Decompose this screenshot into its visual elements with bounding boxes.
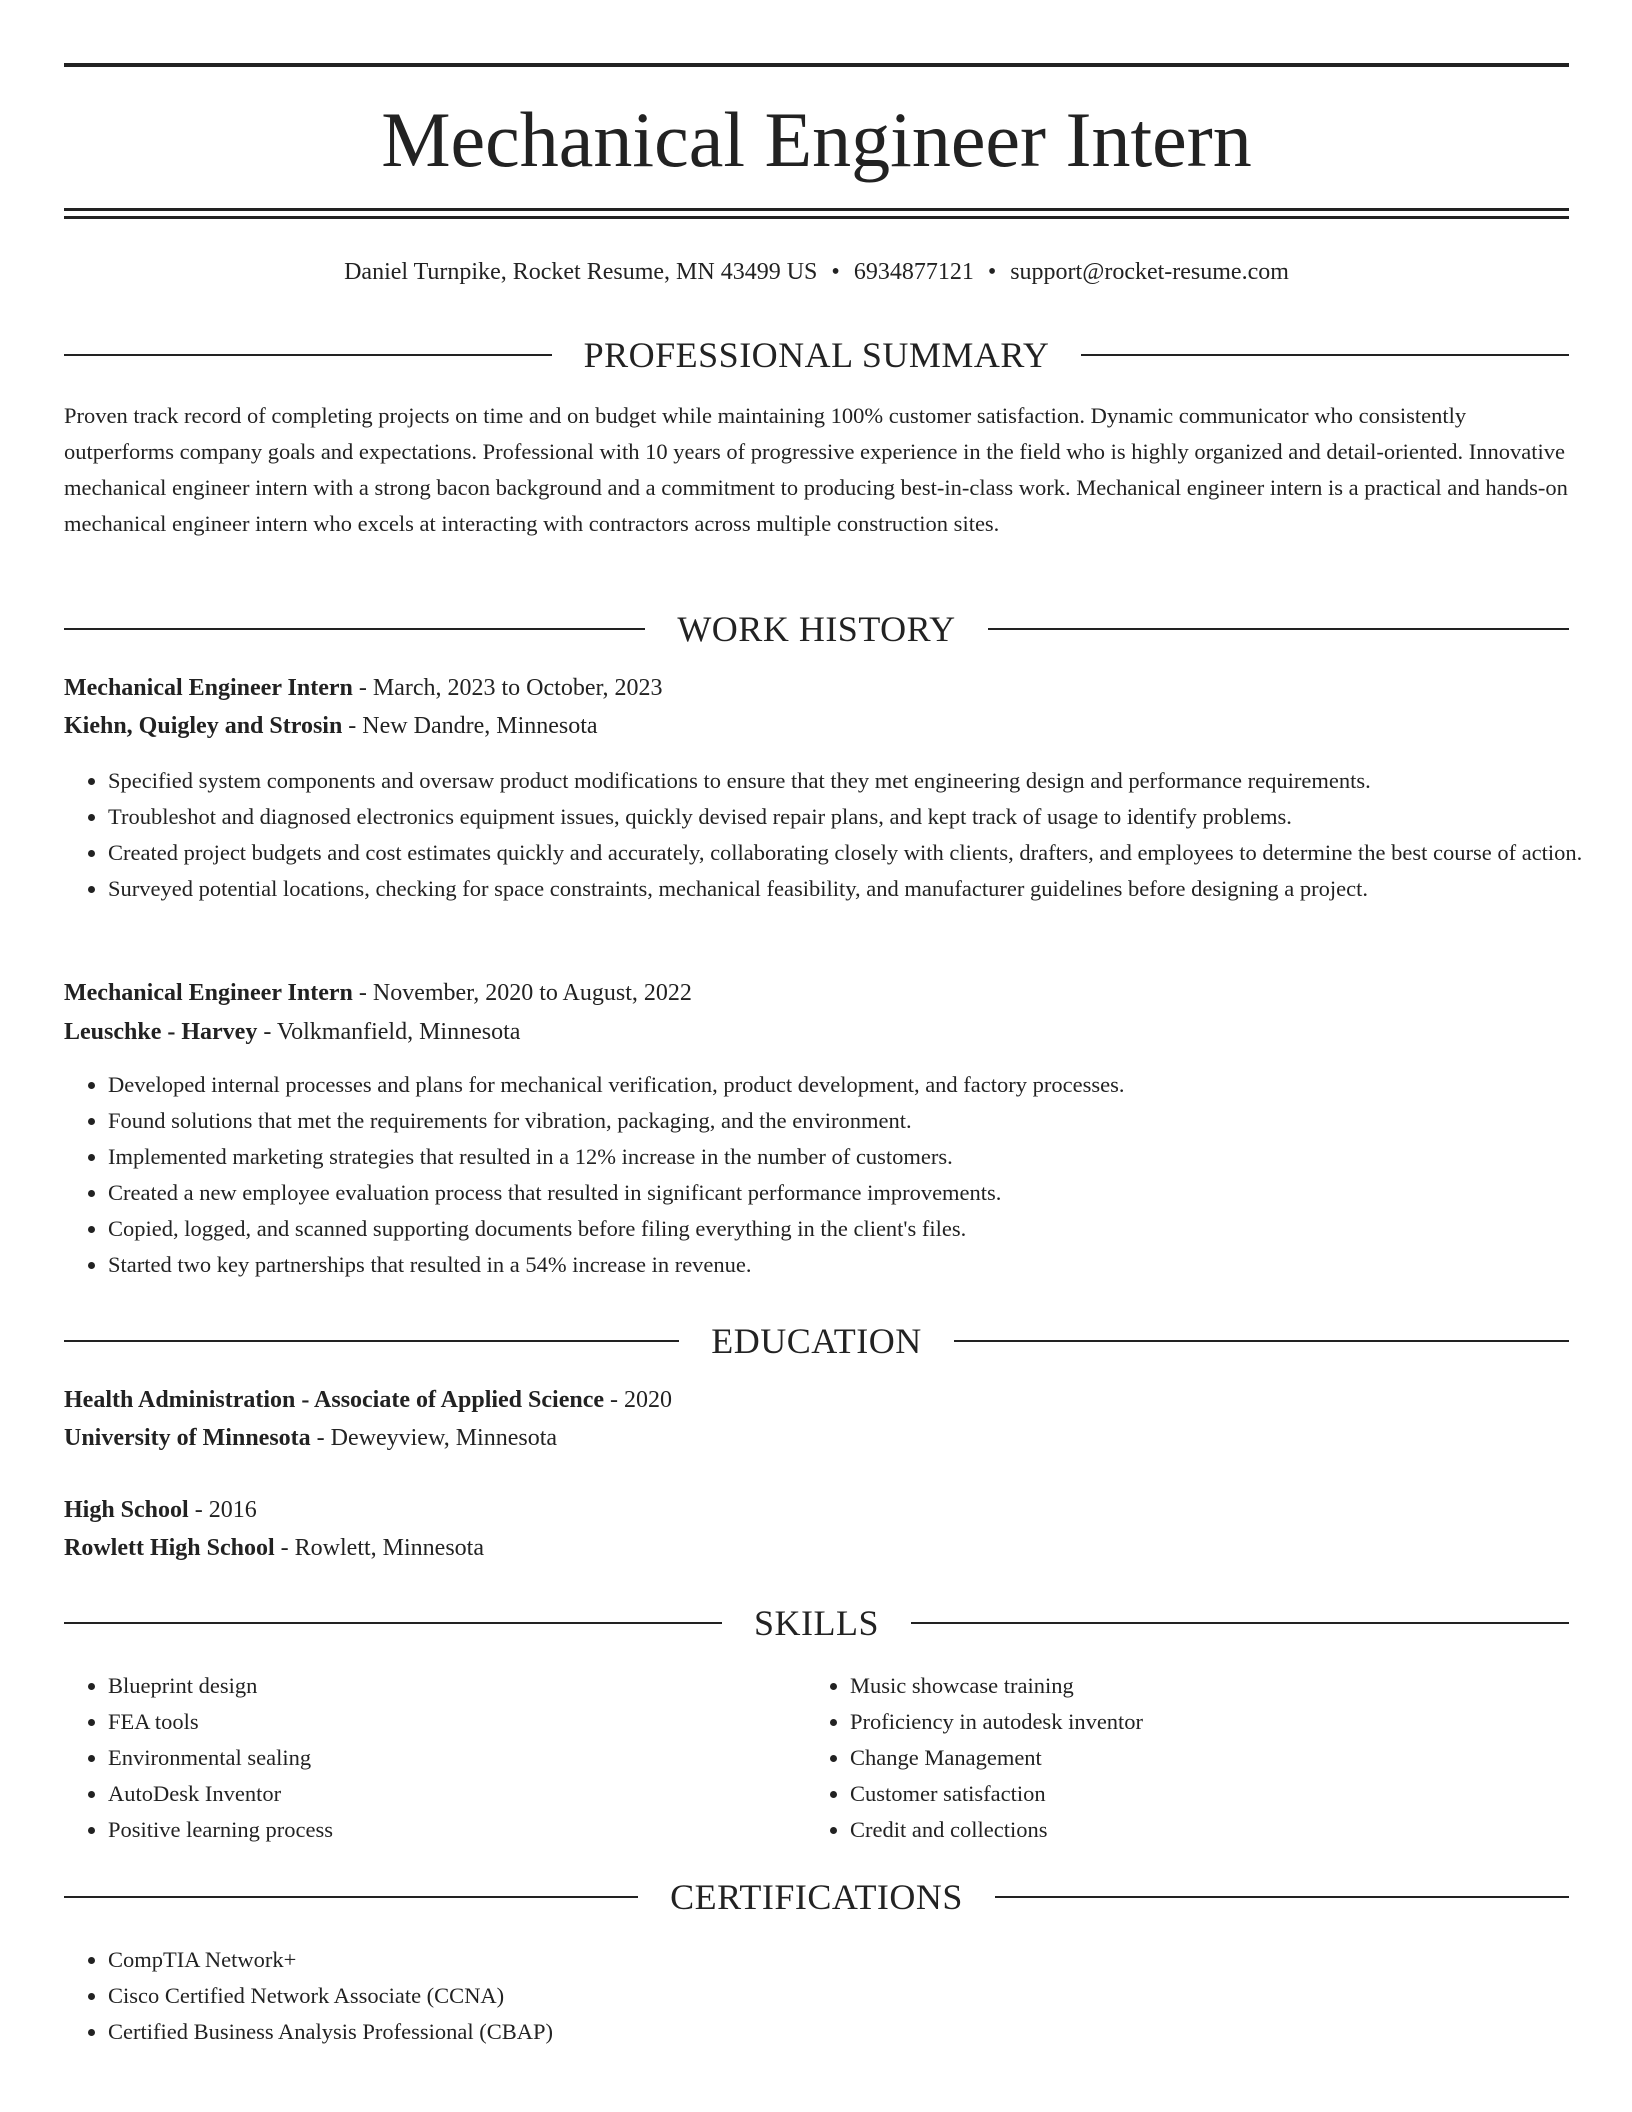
skill-item: • Environmental sealing bbox=[108, 1740, 808, 1776]
title-rule-lower bbox=[64, 216, 1569, 219]
contact-separator: • bbox=[987, 259, 997, 285]
heading-rule bbox=[64, 628, 645, 630]
job-title: Mechanical Engineer Intern bbox=[64, 980, 353, 1006]
heading-rule bbox=[988, 628, 1569, 630]
education-degree: Health Administration - Associate of Applied Science bbox=[64, 1387, 604, 1413]
skill-item: • FEA tools bbox=[108, 1704, 808, 1740]
job-title-line bbox=[64, 669, 1569, 707]
certification-item: • Certified Business Analysis Professional (CBAP) bbox=[108, 2014, 1613, 2050]
skill-item: • Blueprint design bbox=[108, 1668, 808, 1704]
education-degree-line bbox=[64, 1491, 1569, 1529]
title-rule-upper bbox=[64, 208, 1569, 211]
list-item: • Found solutions that met the requirements for vibration, packaging, and the environment. bbox=[108, 1103, 1613, 1139]
heading-rule bbox=[954, 1340, 1569, 1342]
skill-item: • Change Management bbox=[850, 1740, 1550, 1776]
section-heading-skills bbox=[64, 1603, 1569, 1643]
contact-phone: 6934877121 bbox=[853, 259, 974, 285]
job-bullets bbox=[64, 763, 1613, 907]
education-school-line bbox=[64, 1529, 1569, 1567]
resume-title: Mechanical Engineer Intern bbox=[381, 96, 1252, 183]
section-heading-education bbox=[64, 1321, 1569, 1361]
contact-line bbox=[64, 255, 1569, 289]
section-heading-certifications bbox=[64, 1877, 1569, 1917]
education-location: - Rowlett, Minnesota bbox=[274, 1535, 484, 1561]
skill-item: • Proficiency in autodesk inventor bbox=[850, 1704, 1550, 1740]
heading-rule bbox=[995, 1896, 1569, 1898]
education-location: - Deweyview, Minnesota bbox=[310, 1425, 558, 1451]
education-school-line bbox=[64, 1419, 1569, 1457]
certification-item: • Cisco Certified Network Associate (CCNA) bbox=[108, 1978, 1613, 2014]
certification-item: • CompTIA Network+ bbox=[108, 1942, 1613, 1978]
heading-rule bbox=[64, 354, 552, 356]
contact-address: Daniel Turnpike, Rocket Resume, MN 43499 US bbox=[344, 259, 818, 285]
education-year: - 2020 bbox=[604, 1387, 672, 1413]
list-item: • Surveyed potential locations, checking for space constraints, mechanical feasibility, and manufacturer guidelines before designing a project. bbox=[108, 871, 1613, 907]
summary-text: Proven track record of completing projects on time and on budget while maintaining 100% customer satisfaction. Dynamic communicator who consistently outperforms company goals and expectations. Professional with 10 years of progressive experience in the field who is highly organized and detail-oriented. Innovative mechanical engineer intern with a strong bacon background and a commitment to producing best-in-class work. Mechanical engineer intern is a practical and hands-on mechanical engineer intern who excels at interacting with contractors across multiple construction sites. bbox=[64, 403, 1568, 536]
list-item: • Implemented marketing strategies that resulted in a 12% increase in the number of customers. bbox=[108, 1139, 1613, 1175]
section-title: SKILLS bbox=[754, 1603, 880, 1643]
job-company: Leuschke - Harvey bbox=[64, 1019, 258, 1045]
job-company: Kiehn, Quigley and Strosin bbox=[64, 713, 343, 739]
heading-rule bbox=[64, 1622, 722, 1624]
skills-list-left bbox=[64, 1668, 808, 1848]
job-company-line bbox=[64, 707, 1569, 745]
education-degree-line bbox=[64, 1381, 1569, 1419]
top-rule bbox=[64, 63, 1569, 67]
section-title: EDUCATION bbox=[711, 1321, 922, 1361]
skill-item: • Customer satisfaction bbox=[850, 1776, 1550, 1812]
section-heading-summary bbox=[64, 335, 1569, 375]
list-item: • Created project budgets and cost estimates quickly and accurately, collaborating closely with clients, drafters, and employees to determine the best course of action. bbox=[108, 835, 1613, 871]
job-bullets bbox=[64, 1067, 1613, 1283]
job-location: - New Dandre, Minnesota bbox=[342, 713, 598, 739]
skill-item: • Music showcase training bbox=[850, 1668, 1550, 1704]
contact-separator: • bbox=[831, 259, 840, 285]
job-dates: - November, 2020 to August, 2022 bbox=[352, 980, 692, 1006]
education-school: University of Minnesota bbox=[64, 1425, 311, 1451]
job-company-line bbox=[64, 1013, 1569, 1051]
section-title: WORK HISTORY bbox=[677, 609, 956, 649]
education-degree: High School bbox=[64, 1497, 189, 1523]
education-school: Rowlett High School bbox=[64, 1535, 275, 1561]
job-title: Mechanical Engineer Intern bbox=[64, 675, 353, 701]
heading-rule bbox=[64, 1896, 638, 1898]
heading-rule bbox=[64, 1340, 679, 1342]
list-item: • Started two key partnerships that resulted in a 54% increase in revenue. bbox=[108, 1247, 1613, 1283]
section-title: CERTIFICATIONS bbox=[670, 1877, 963, 1917]
list-item: • Specified system components and oversaw product modifications to ensure that they met engineering design and performance requirements. bbox=[108, 763, 1613, 799]
list-item: • Copied, logged, and scanned supporting documents before filing everything in the client's files. bbox=[108, 1211, 1613, 1247]
list-item: • Created a new employee evaluation process that resulted in significant performance improvements. bbox=[108, 1175, 1613, 1211]
job-title-line bbox=[64, 974, 1569, 1012]
section-title: PROFESSIONAL SUMMARY bbox=[583, 335, 1050, 375]
education-year: - 2016 bbox=[188, 1497, 257, 1523]
skills-list-right bbox=[806, 1668, 1550, 1848]
heading-rule bbox=[911, 1622, 1569, 1624]
certifications-list bbox=[64, 1942, 1613, 2050]
contact-email: support@rocket-resume.com bbox=[1010, 259, 1289, 285]
skill-item: • AutoDesk Inventor bbox=[108, 1776, 808, 1812]
skill-item: • Positive learning process bbox=[108, 1812, 808, 1848]
heading-rule bbox=[1081, 354, 1569, 356]
list-item: • Troubleshot and diagnosed electronics equipment issues, quickly devised repair plans, and kept track of usage to identify problems. bbox=[108, 799, 1613, 835]
section-heading-work bbox=[64, 609, 1569, 649]
job-dates: - March, 2023 to October, 2023 bbox=[352, 675, 663, 701]
skill-item: • Credit and collections bbox=[850, 1812, 1550, 1848]
job-location: - Volkmanfield, Minnesota bbox=[257, 1019, 521, 1045]
list-item: • Developed internal processes and plans for mechanical verification, product development, and factory processes. bbox=[108, 1067, 1613, 1103]
